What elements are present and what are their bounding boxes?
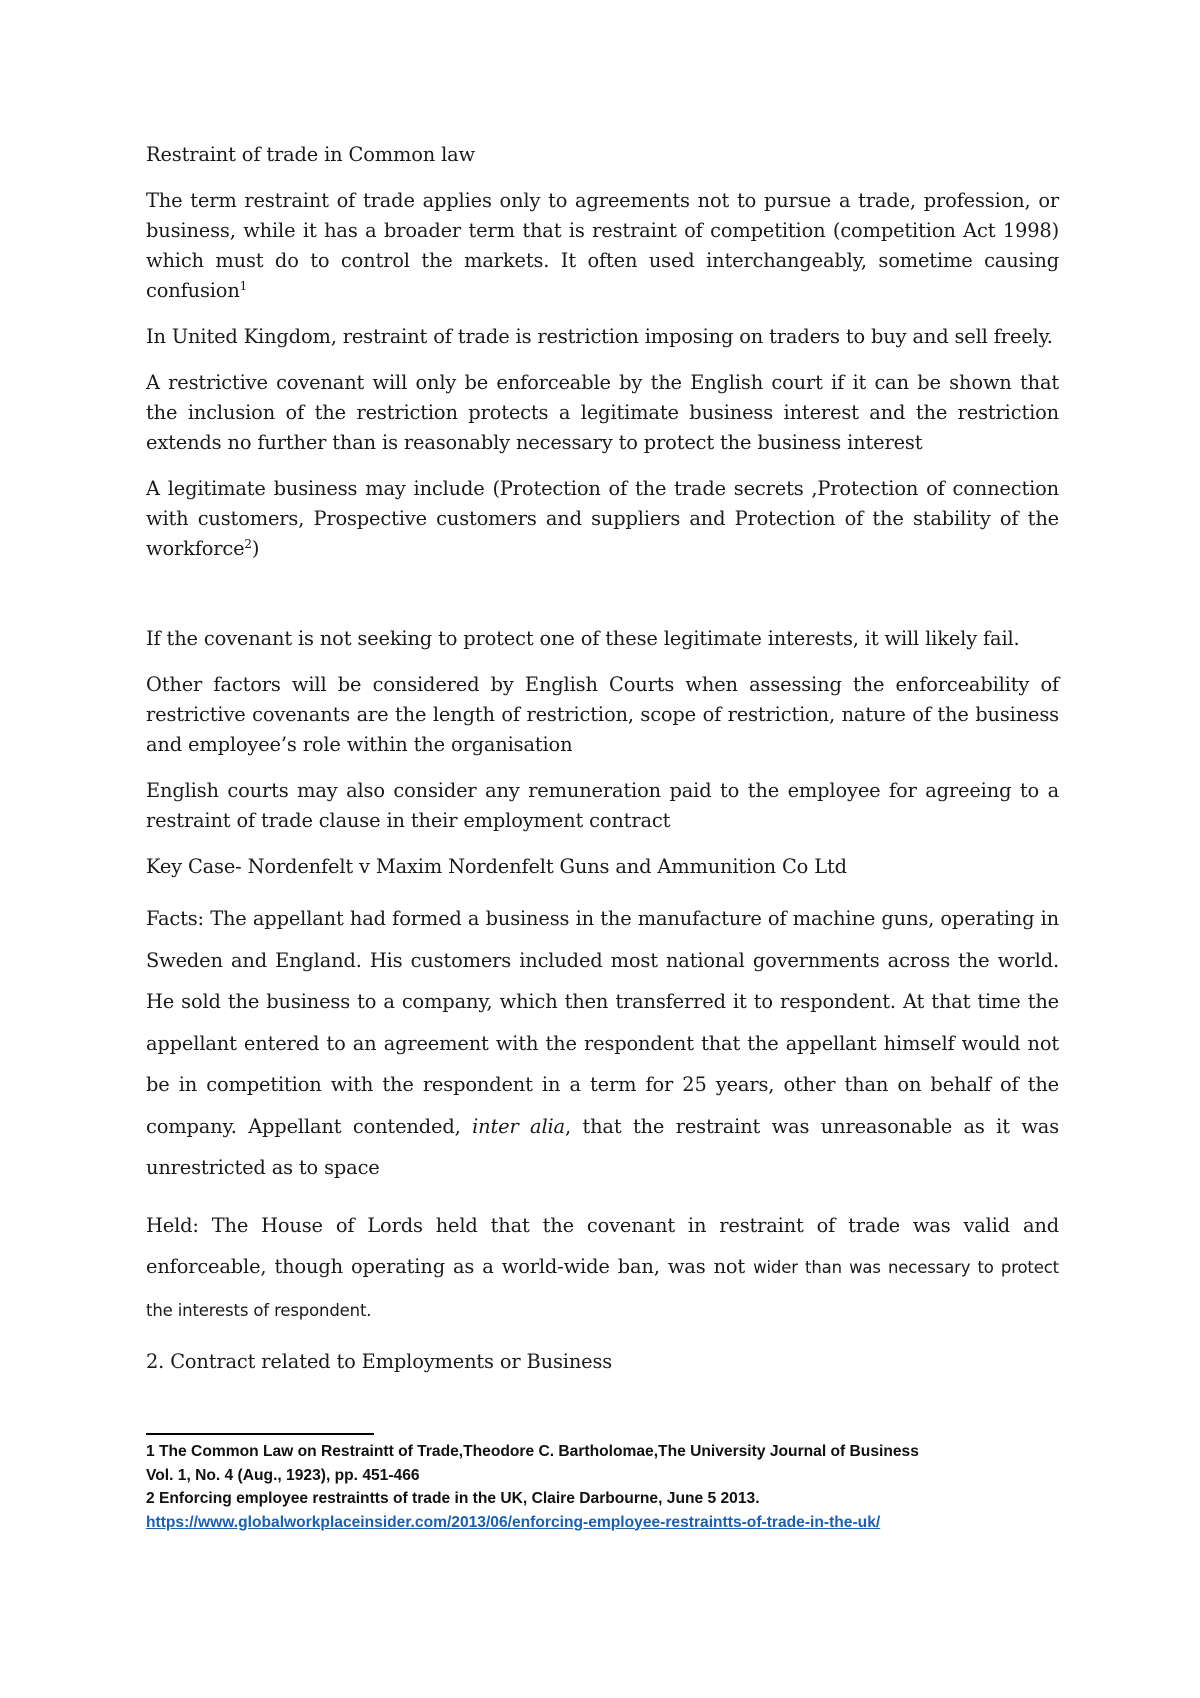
section-heading-2: 2. Contract related to Employments or Business [146,1350,613,1373]
paragraph-other-factors: Other factors will be considered by English Courts when assessing the enforceability of restrictive covenants are the length of restriction, scope of restriction, nature of the business and employee’s role within the organisation [146,673,1059,756]
footnotes [146,1440,1076,1534]
facts-text-1: Facts: The appellant had formed a business in the manufacture of machine guns, operating in Sweden and England. His customers included most national governments across the world. He sold the business to a company, which then transferred it to respondent. At that time the appellant entered to an agreement with the respondent that the appellant himself would not be in competition with the respondent in a term for 25 years, other than on behalf of the company. Appellant contended, [146,907,1059,1138]
paragraph-restrictive-covenant: A restrictive covenant will only be enforceable by the English court if it can be shown that the inclusion of the restriction protects a legitimate business interest and the restriction extends no further than is reasonably necessary to protect the business interest [146,371,1059,454]
paragraph-definition [146,186,1059,306]
paragraph-remuneration: English courts may also consider any remuneration paid to the employee for agreeing to a restraint of trade clause in their employment contract [146,779,1059,832]
document-title: Restraint of trade in Common law [146,143,476,166]
paragraph-legitimate-business-text: A legitimate business may include (Protection of the trade secrets ,Protection of connection with customers, Prospective customers and suppliers and Protection of the stability of the workforce [146,477,1059,560]
document-body [146,140,1059,1393]
held-text-2: wider than was necessary to protect the interests of respondent. [146,1258,1059,1320]
paragraph-legitimate-business-end: ) [251,537,260,560]
footnote-separator [146,1433,374,1435]
spacer [146,580,1059,624]
footnote-2-line-1: 2 Enforcing employee restraintts of trade in the UK, Claire Darbourne, June 5 2013. [146,1490,760,1507]
paragraph-covenant-fail: If the covenant is not seeking to protect one of these legitimate interests, it will likely fail. [146,627,1020,650]
facts-text-2: , that the restraint was unreasonable as it was unrestricted as to space [146,1114,1059,1179]
key-case-heading: Key Case- Nordenfelt v Maxim Nordenfelt Guns and Ammunition Co Ltd [146,855,847,878]
footnote-2-link[interactable]: https://www.globalworkplaceinsider.com/2013/06/enforcing-employee-restraintts-of-trade-in-the-uk/ [146,1513,881,1531]
paragraph-held [146,1205,1059,1332]
paragraph-uk-restraint: In United Kingdom, restraint of trade is restriction imposing on traders to buy and sell freely. [146,325,1053,348]
paragraph-definition-text: The term restraint of trade applies only to agreements not to pursue a trade, profession, or business, while it has a broader term that is restraint of competition (competition Act 1998) which must do to control the markets. It often used interchangeably, sometime causing confusion [146,189,1059,302]
footnote-ref-1[interactable]: 1 [239,279,248,293]
footnote-1-line-2: Vol. 1, No. 4 (Aug., 1923), pp. 451-466 [146,1466,420,1484]
facts-italic: inter alia [472,1114,565,1138]
paragraph-legitimate-business [146,474,1059,564]
paragraph-facts [146,898,1059,1189]
footnote-ref-2[interactable]: 2 [244,537,252,551]
footnote-1-line-1: 1 The Common Law on Restraintt of Trade,Theodore C. Bartholomae,The University Journal of Business [146,1443,919,1460]
held-text-1: Held: The House of Lords held that the covenant in restraint of trade was valid and enforceable, though operating as a world-wide ban, was not [146,1213,1059,1278]
